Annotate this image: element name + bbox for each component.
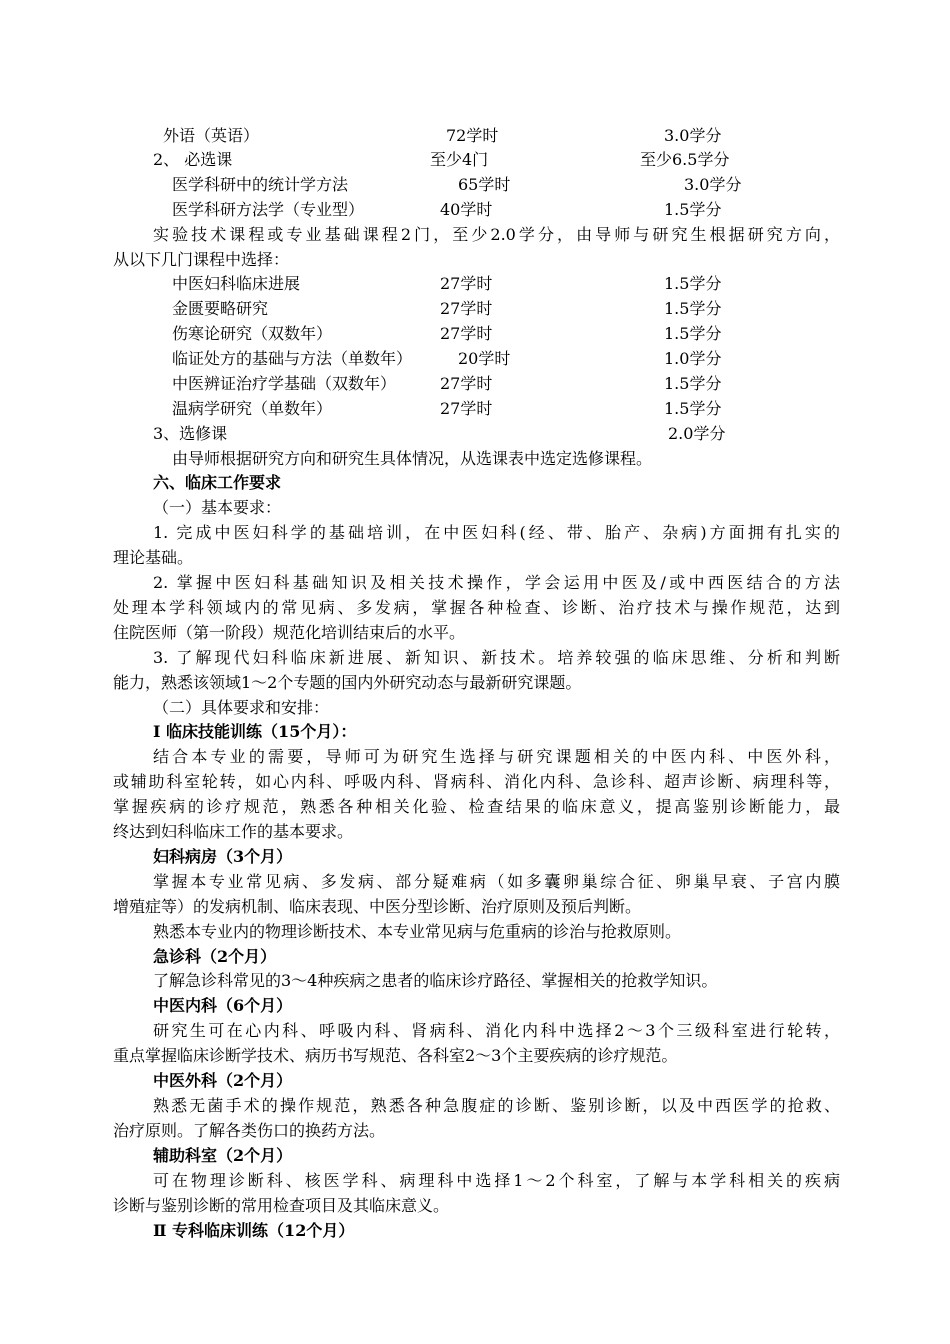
gyn-ward-line3: 熟悉本专业内的物理诊断技术、本专业常见病与危重病的诊治与抢救原则。 bbox=[153, 922, 682, 941]
course-hours: 72学时 bbox=[446, 126, 499, 145]
course-row-statistics bbox=[0, 173, 950, 197]
requirement-3-line2: 能力，熟悉该领域1～2个专题的国内外研究动态与最新研究课题。 bbox=[113, 673, 582, 692]
gyn-ward-heading: 妇科病房（3个月） bbox=[153, 847, 293, 866]
requirement-1-line2: 理论基础。 bbox=[113, 548, 194, 567]
course-credits: 3.0学分 bbox=[684, 175, 742, 194]
elective-course-row bbox=[0, 372, 950, 396]
course-hours: 27学时 bbox=[440, 299, 493, 318]
experiment-intro-line1: 实验技术课程或专业基础课程2门，至少2.0学分，由导师与研究生根据研究方向， bbox=[153, 225, 840, 244]
course-hours: 27学时 bbox=[440, 374, 493, 393]
course-row-methodology bbox=[0, 198, 950, 222]
course-name: 临证处方的基础与方法（单数年） bbox=[172, 349, 413, 368]
course-name: 3、选修课 bbox=[153, 424, 228, 443]
course-name: 医学科研方法学（专业型） bbox=[172, 200, 365, 219]
skills-training-line2: 或辅助科室轮转，如心内科、呼吸内科、肾病科、消化内科、急诊科、超声诊断、病理科等， bbox=[113, 772, 840, 791]
course-name: 中医辨证治疗学基础（双数年） bbox=[172, 374, 397, 393]
course-credits: 1.0学分 bbox=[664, 349, 722, 368]
course-hours: 27学时 bbox=[440, 274, 493, 293]
elective-course-row bbox=[0, 322, 950, 346]
internal-medicine-line1: 研究生可在心内科、呼吸内科、肾病科、消化内科中选择2～3个三级科室进行轮转， bbox=[153, 1021, 840, 1040]
course-hours: 65学时 bbox=[458, 175, 511, 194]
elective-course-row bbox=[0, 347, 950, 371]
gyn-ward-line1: 掌握本专业常见病、多发病、部分疑难病（如多囊卵巢综合征、卵巢早衰、子宫内膜 bbox=[153, 872, 840, 891]
skills-training-heading: Ⅰ 临床技能训练（15个月）： bbox=[153, 722, 357, 741]
course-name: 中医妇科临床进展 bbox=[172, 274, 301, 293]
course-row-foreign-language bbox=[0, 124, 950, 148]
specialty-training-heading: Ⅱ 专科临床训练（12个月） bbox=[153, 1221, 355, 1240]
elective-course-row bbox=[0, 297, 950, 321]
course-credits: 1.5学分 bbox=[664, 274, 722, 293]
subsection-heading: （二）具体要求和安排： bbox=[153, 698, 330, 717]
auxiliary-line2: 诊断与鉴别诊断的常用检查项目及其临床意义。 bbox=[113, 1196, 450, 1215]
course-name: 医学科研中的统计学方法 bbox=[172, 175, 349, 194]
surgery-heading: 中医外科（2个月） bbox=[153, 1071, 293, 1090]
course-name: 外语（英语） bbox=[163, 126, 260, 145]
course-credits: 1.5学分 bbox=[664, 299, 722, 318]
course-credits: 3.0学分 bbox=[664, 126, 722, 145]
course-name: 伤寒论研究（双数年） bbox=[172, 324, 333, 343]
course-credits: 2.0学分 bbox=[668, 424, 726, 443]
elective-course-row bbox=[0, 272, 950, 296]
course-credits: 至少6.5学分 bbox=[640, 150, 730, 169]
subsection-heading: （一）基本要求： bbox=[153, 498, 282, 517]
requirement-1-line1: 1. 完成中医妇科学的基础培训，在中医妇科(经、带、胎产、杂病)方面拥有扎实的 bbox=[153, 523, 840, 542]
requirement-3-line1: 3. 了解现代妇科临床新进展、新知识、新技术。培养较强的临床思维、分析和判断 bbox=[153, 648, 840, 667]
course-name: 金匮要略研究 bbox=[172, 299, 269, 318]
surgery-line2: 治疗原则。了解各类伤口的换药方法。 bbox=[113, 1121, 386, 1140]
internal-medicine-heading: 中医内科（6个月） bbox=[153, 996, 293, 1015]
course-row-required bbox=[0, 148, 950, 172]
course-hours: 27学时 bbox=[440, 324, 493, 343]
optional-course-desc: 由导师根据研究方向和研究生具体情况，从选课表中选定选修课程。 bbox=[172, 449, 653, 468]
skills-training-line1: 结合本专业的需要，导师可为研究生选择与研究课题相关的中医内科、中医外科， bbox=[153, 747, 840, 766]
course-hours: 27学时 bbox=[440, 399, 493, 418]
optional-course-row bbox=[0, 422, 950, 446]
auxiliary-heading: 辅助科室（2个月） bbox=[153, 1146, 293, 1165]
course-credits: 1.5学分 bbox=[664, 374, 722, 393]
requirement-2-line2: 处理本学科领域内的常见病、多发病，掌握各种检查、诊断、治疗技术与操作规范，达到 bbox=[113, 598, 840, 617]
requirement-2-line1: 2. 掌握中医妇科基础知识及相关技术操作，学会运用中医及/或中西医结合的方法 bbox=[153, 573, 840, 592]
gyn-ward-line2: 增殖症等）的发病机制、临床表现、中医分型诊断、治疗原则及预后判断。 bbox=[113, 897, 642, 916]
skills-training-line4: 终达到妇科临床工作的基本要求。 bbox=[113, 822, 354, 841]
emergency-line1: 了解急诊科常见的3～4种疾病之患者的临床诊疗路径、掌握相关的抢救学知识。 bbox=[153, 971, 718, 990]
course-credits: 1.5学分 bbox=[664, 399, 722, 418]
course-credits: 1.5学分 bbox=[664, 324, 722, 343]
course-credits: 1.5学分 bbox=[664, 200, 722, 219]
elective-course-row bbox=[0, 397, 950, 421]
skills-training-line3: 掌握疾病的诊疗规范，熟悉各种相关化验、检查结果的临床意义，提高鉴别诊断能力，最 bbox=[113, 797, 840, 816]
surgery-line1: 熟悉无菌手术的操作规范，熟悉各种急腹症的诊断、鉴别诊断，以及中西医学的抢救、 bbox=[153, 1096, 840, 1115]
section-heading: 六、临床工作要求 bbox=[153, 473, 282, 492]
course-hours: 至少4门 bbox=[430, 150, 489, 169]
experiment-intro-line2: 从以下几门课程中选择： bbox=[113, 250, 290, 269]
course-hours: 40学时 bbox=[440, 200, 493, 219]
requirement-2-line3: 住院医师（第一阶段）规范化培训结束后的水平。 bbox=[113, 623, 466, 642]
course-name: 2、 必选课 bbox=[153, 150, 233, 169]
course-name: 温病学研究（单数年） bbox=[172, 399, 333, 418]
course-hours: 20学时 bbox=[458, 349, 511, 368]
internal-medicine-line2: 重点掌握临床诊断学技术、病历书写规范、各科室2～3个主要疾病的诊疗规范。 bbox=[113, 1046, 678, 1065]
emergency-heading: 急诊科（2个月） bbox=[153, 947, 277, 966]
auxiliary-line1: 可在物理诊断科、核医学科、病理科中选择1～2个科室，了解与本学科相关的疾病 bbox=[153, 1171, 840, 1190]
